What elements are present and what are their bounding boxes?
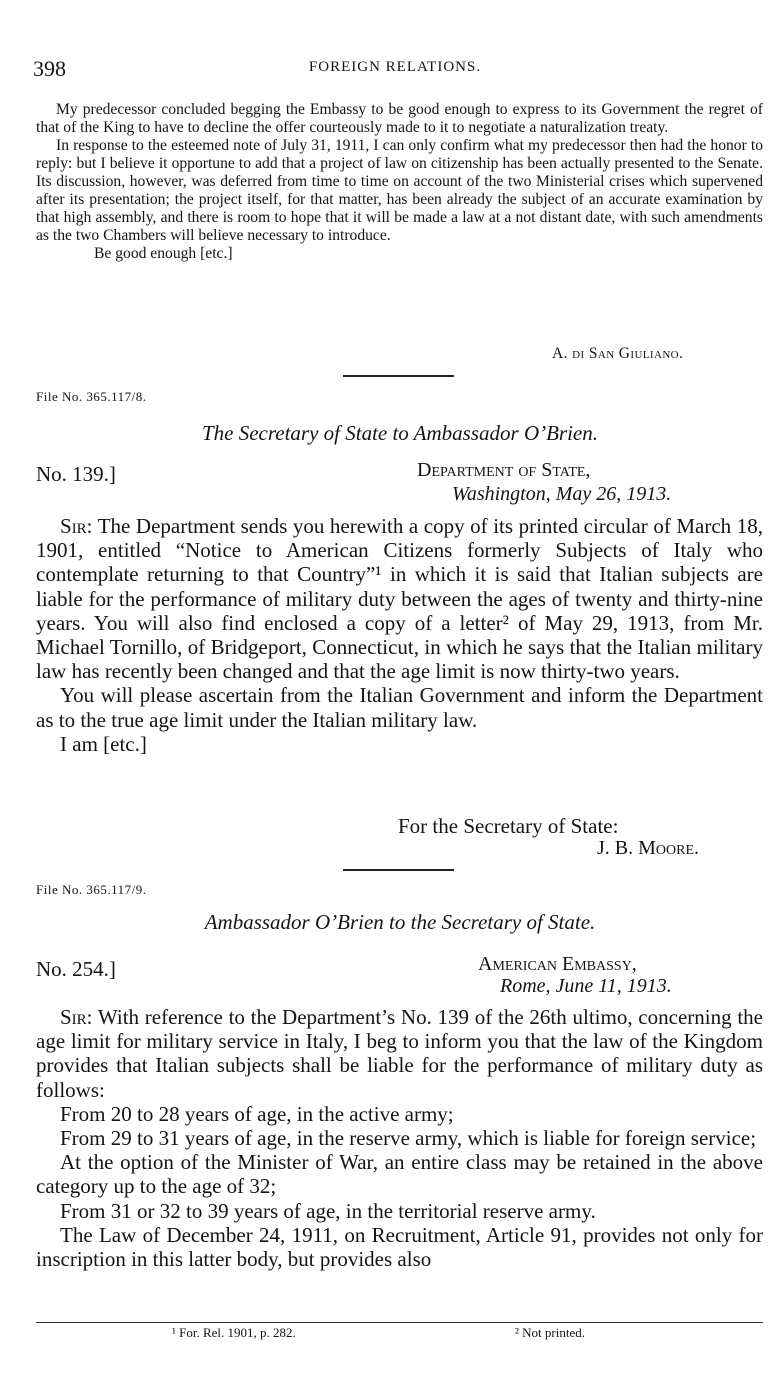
- place-date: Washington, May 26, 1913.: [452, 483, 672, 505]
- list-item: From 31 or 32 to 39 years of age, in the territorial reserve army.: [60, 1198, 596, 1223]
- list-item: From 20 to 28 years of age, in the active army;: [60, 1101, 454, 1126]
- sign-for-line: For the Secretary of State:: [398, 814, 619, 838]
- letter1-body: [36, 101, 763, 263]
- sender-office: American Embassy,: [478, 953, 637, 975]
- letter1-closing: Be good enough [etc.]: [94, 245, 233, 262]
- letter1-paragraph-1: My predecessor concluded begging the Embassy to be good enough to express to its Government the regret of that of the King to have to decline the offer courteously made to it to negotiate a naturalization treaty.: [36, 101, 763, 136]
- section-divider: [343, 375, 454, 377]
- salutation: Sir:: [60, 514, 93, 538]
- section-divider: [343, 869, 454, 871]
- salutation: Sir:: [60, 1005, 93, 1029]
- page-number: 398: [33, 56, 66, 81]
- letter1-signature: A. di San Giuliano.: [552, 345, 684, 362]
- doc2-paragraph-1: Sir: The Department sends you herewith a copy of its printed circular of March 18, 1901, entitled “Notice to American Citizens formerly Subjects of Italy who contemplate returning to that Country”¹ in which it is said that Italian subjects are liable for the performance of military duty between the ages of twenty and thirty-nine years. You will also find enclosed a copy of a letter² of May 29, 1913, from Mr. Michael Tornillo, of Bridgeport, Connecticut, in which he says that the Italian military law has recently been changed and that the age limit is now thirty-two years.: [36, 514, 763, 684]
- footnote-1: ¹ For. Rel. 1901, p. 282.: [172, 1325, 296, 1340]
- doc2-body: [36, 514, 763, 756]
- doc3-paragraph-1: Sir: With reference to the Department’s No. 139 of the 26th ultimo, concerning the age limit for military service in Italy, I beg to inform you that the law of the Kingdom provides that Italian subjects shall be liable for the performance of military duty as follows:: [36, 1005, 763, 1102]
- footnote-divider: [36, 1322, 763, 1323]
- doc2-signature: J. B. Moore.: [597, 837, 700, 859]
- document-heading: Ambassador O’Brien to the Secretary of State.: [204, 910, 596, 934]
- doc3-body: [36, 1005, 763, 1271]
- list-item: The Law of December 24, 1911, on Recruitment, Article 91, provides not only for inscription in this latter body, but provides also: [36, 1222, 763, 1272]
- place-date: Rome, June 11, 1913.: [500, 975, 672, 997]
- running-title: FOREIGN RELATIONS.: [308, 59, 482, 75]
- document-heading: The Secretary of State to Ambassador O’Brien.: [201, 421, 599, 445]
- letter1-paragraph-2: In response to the esteemed note of July 31, 1911, I can only confirm what my predecessor then had the honor to reply: but I believe it opportune to add that a project of law on citizenship has been actually presented to the Senate. Its discussion, however, was deferred from time to time on account of the two Ministerial crises which supervened after its presentation; the project itself, for that matter, has been already the subject of an accurate examination by that high assembly, and there is room to hope that it will be made a law at a not distant date, with such amendments as the two Chambers will believe necessary to introduce.: [36, 137, 763, 244]
- document-number: No. 254.]: [36, 957, 116, 981]
- file-number: File No. 365.117/8.: [36, 389, 147, 404]
- document-number: No. 139.]: [36, 462, 116, 486]
- doc2-paragraph-2: You will please ascertain from the Italian Government and inform the Department as to the true age limit under the Italian military law.: [36, 683, 763, 732]
- file-number: File No. 365.117/9.: [36, 882, 147, 897]
- list-item: From 29 to 31 years of age, in the reserve army, which is liable for foreign service;: [60, 1126, 757, 1151]
- doc2-closing: I am [etc.]: [60, 731, 147, 756]
- list-item: At the option of the Minister of War, an entire class may be retained in the above category up to the age of 32;: [36, 1150, 763, 1199]
- sender-office: Department of State,: [417, 459, 591, 481]
- footnote-2: ² Not printed.: [515, 1325, 585, 1340]
